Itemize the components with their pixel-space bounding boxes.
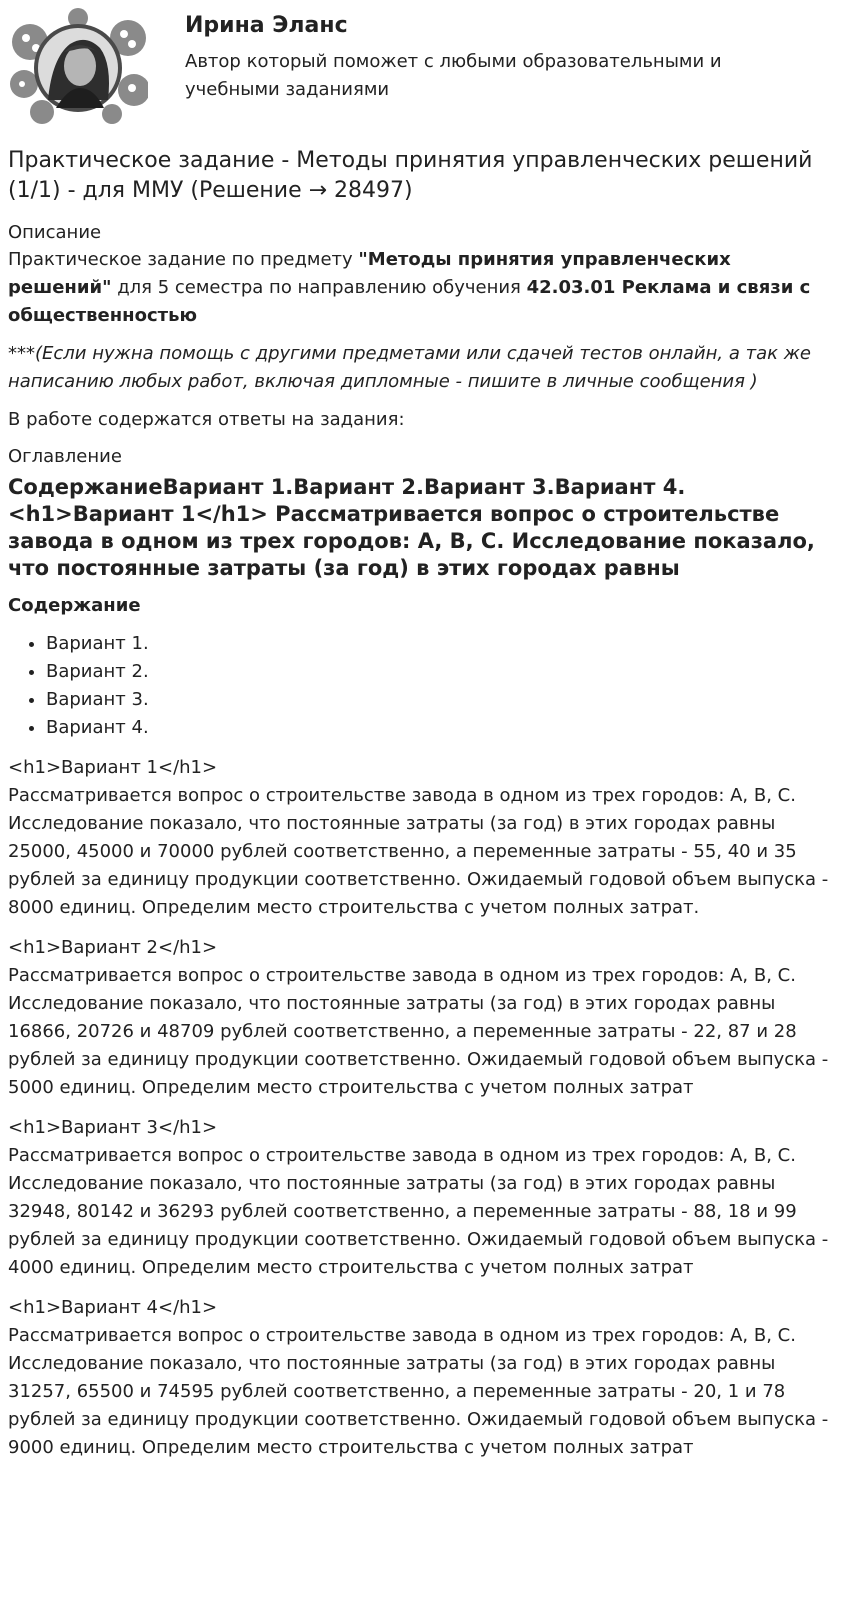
- contents-title: Содержание: [8, 595, 141, 616]
- intro-paragraph: [8, 246, 839, 330]
- task-heading: <h1>Вариант 4</h1>: [8, 1297, 218, 1318]
- author-description: Автор который поможет с любыми образовательными и учебными заданиями: [185, 51, 722, 100]
- intro-subject: "Методы принятия управленческих решений": [8, 249, 731, 298]
- task-heading: <h1>Вариант 1</h1>: [8, 757, 218, 778]
- variants-list: [8, 630, 839, 742]
- description-label: Описание: [8, 222, 102, 243]
- task-heading: <h1>Вариант 3</h1>: [8, 1117, 218, 1138]
- list-item: • Вариант 1.: [46, 630, 839, 658]
- intro-text-2: для 5 семестра по направлению обучения: [111, 277, 527, 298]
- task-text: Рассматривается вопрос о строительстве завода в одном из трех городов: A, B, C. Исследование показало, что постоянные затраты (за год) в этих городах равны 25000, 45000 и 70000 рублей соответственно, а переменные затраты - 55, 40 и 35 рублей за единицу продукции соответственно. Ожидаемый годовой объем выпуска - 8000 единиц. Определим место строительства с учетом полных затрат.: [8, 785, 829, 918]
- task-heading: <h1>Вариант 2</h1>: [8, 937, 218, 958]
- toc-heading: СодержаниеВариант 1.Вариант 2.Вариант 3.Вариант 4.<h1>Вариант 1</h1> Рассматривается вопрос о строительстве завода в одном из трех городов: A, B, C. Исследование показало, что постоянные затраты (за год) в этих городах равны: [8, 475, 815, 580]
- list-item: • Вариант 3.: [46, 686, 839, 714]
- list-item: • Вариант 2.: [46, 658, 839, 686]
- task-text: Рассматривается вопрос о строительстве завода в одном из трех городов: A, B, C. Исследование показало, что постоянные затраты (за год) в этих городах равны 16866, 20726 и 48709 рублей соответственно, а переменные затраты - 22, 87 и 28 рублей за единицу продукции соответственно. Ожидаемый годовой объем выпуска - 5000 единиц. Определим место строительства с учетом полных затрат: [8, 965, 829, 1098]
- help-note: [8, 340, 839, 396]
- task-variant-1: [8, 754, 839, 922]
- note-text: (Если нужна помощь с другими предметами или сдачей тестов онлайн, а так же написанию любых работ, включая дипломные - пишите в личные сообщения ): [8, 343, 811, 392]
- task-variant-3: [8, 1114, 839, 1282]
- page-title: Практическое задание - Методы принятия управленческих решений (1/1) - для ММУ (Решение → 28497): [8, 148, 813, 203]
- author-card: [8, 0, 839, 130]
- author-name[interactable]: Ирина Эланс: [185, 13, 348, 38]
- intro-direction: 42.03.01 Реклама и связи с общественностью: [8, 277, 811, 326]
- task-text: Рассматривается вопрос о строительстве завода в одном из трех городов: A, B, C. Исследование показало, что постоянные затраты (за год) в этих городах равны 31257, 65500 и 74595 рублей соответственно, а переменные затраты - 20, 1 и 78 рублей за единицу продукции соответственно. Ожидаемый годовой объем выпуска - 9000 единиц. Определим место строительства с учетом полных затрат: [8, 1325, 829, 1458]
- author-avatar[interactable]: [8, 8, 148, 124]
- work-contains-text: В работе содержатся ответы на задания:: [8, 409, 405, 430]
- task-text: Рассматривается вопрос о строительстве завода в одном из трех городов: A, B, C. Исследование показало, что постоянные затраты (за год) в этих городах равны 32948, 80142 и 36293 рублей соответственно, а переменные затраты - 88, 18 и 99 рублей за единицу продукции соответственно. Ожидаемый годовой объем выпуска - 4000 единиц. Определим место строительства с учетом полных затрат: [8, 1145, 829, 1278]
- task-variant-4: [8, 1294, 839, 1462]
- page: [8, 0, 839, 1462]
- intro-text-1: Практическое задание по предмету: [8, 249, 359, 270]
- toc-label: Оглавление: [8, 446, 122, 467]
- note-stars: ***: [8, 343, 35, 364]
- list-item: • Вариант 4.: [46, 714, 839, 742]
- task-variant-2: [8, 934, 839, 1102]
